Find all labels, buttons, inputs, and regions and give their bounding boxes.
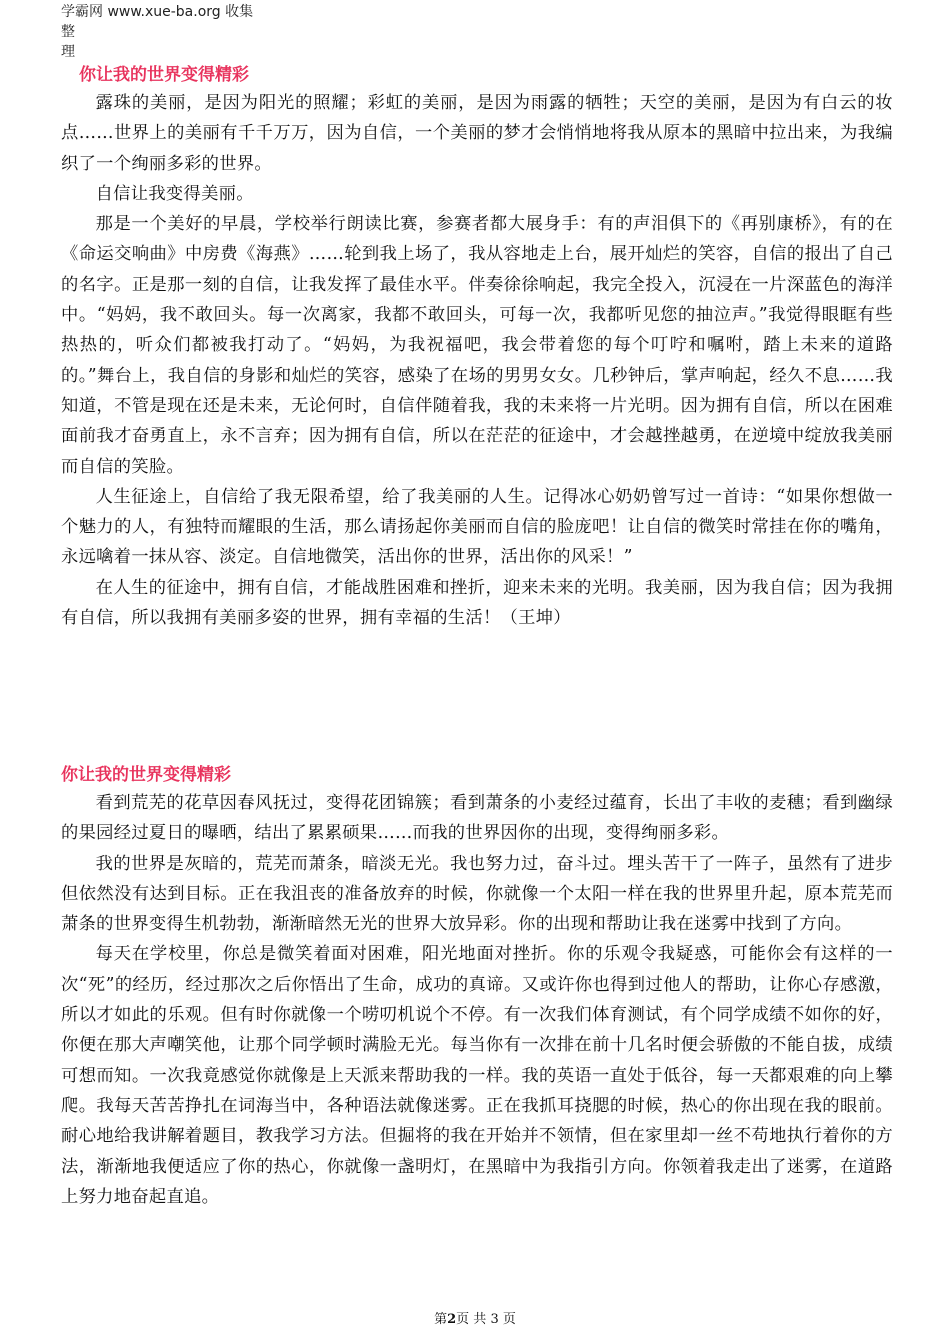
essay-paragraph: 每天在学校里，你总是微笑着面对困难，阳光地面对挫折。你的乐观令我疑惑，可能你会有这样的一次“死”的经历，经过那次之后你悟出了生命，成功的真谛。又或许你也得到过他人的帮助，让你心存感激，所以才如此的乐观。但有时你就像一个唠叨机说个不停。有一次我们体育测试，有个同学成绩不如你的好，你便在那大声嘲笑他，让那个同学顿时满脸无光。每当你有一次排在前十几名时便会骄傲的不能自拔，成绩可想而知。一次我竟感觉你就像是上天派来帮助我的一样。我的英语一直处于低谷，每一天都艰难的向上攀爬。我每天苦苦挣扎在词海当中，各种语法就像迷雾。正在我抓耳挠腮的时候，热心的你出现在我的眼前。耐心地给我讲解着题目，教我学习方法。但掘将的我在开始并不领情，但在家里却一丝不苟地执行着你的方法，渐渐地我便适应了你的热心，你就像一盏明灯，在黑暗中为我指引方向。你领着我走出了迷雾，在道路上努力地奋起直追。: [61, 944, 893, 1207]
essay-paragraph: 我的世界是灰暗的，荒芜而萧条，暗淡无光。我也努力过，奋斗过。埋头苦干了一阵子，虽然有了进步但依然没有达到目标。正在我沮丧的准备放弃的时候，你就像一个太阳一样在我的世界里升起，原本荒芜而萧条的世界变得生机勃勃，渐渐暗然无光的世界大放异彩。你的出现和帮助让我在迷雾中找到了方向。: [61, 853, 893, 935]
current-page-number: 2: [447, 1312, 457, 1327]
essay-paragraph: 在人生的征途中，拥有自信，才能战胜困难和挫折，迎来未来的光明。我美丽，因为我自信；因为我拥有自信，所以我拥有美丽多姿的世界，拥有幸福的生活！（王坤）: [61, 577, 893, 629]
footer-middle: 页 共: [456, 1312, 487, 1327]
footer-prefix: 第: [434, 1312, 448, 1327]
page-header: [61, 2, 261, 62]
essay-paragraph: 看到荒芜的花草因春风抚过，变得花团锦簇；看到萧条的小麦经过蕴育，长出了丰收的麦穗；看到幽绿的果园经过夏日的曝晒，结出了累累硕果……而我的世界因你的出现，变得绚丽多彩。: [61, 793, 893, 844]
page-footer: [0, 1310, 950, 1330]
header-source-line-2: 理: [61, 44, 75, 60]
essay-paragraph: 人生征途上，自信给了我无限希望，给了我美丽的人生。记得冰心奶奶曾写过一首诗：“如果你想做一个魅力的人，有独特而耀眼的生活，那么请扬起你美丽而自信的脸庞吧！让自信的微笑时常挂在你的嘴角，永远噙着一抹从容、淡定。自信地微笑，活出你的世界，活出你的风采！”: [61, 486, 893, 568]
total-page-number: 3: [490, 1312, 499, 1327]
essay-title: 你让我的世界变得精彩: [61, 765, 231, 785]
essay-2: [61, 762, 893, 1212]
essay-paragraph: 露珠的美丽，是因为阳光的照耀；彩虹的美丽，是因为雨露的牺牲；天空的美丽，是因为有白云的妆点……世界上的美丽有千千万万，因为自信，一个美丽的梦才会悄悄地将我从原本的黑暗中拉出来，为我编织了一个绚丽多彩的世界。: [61, 93, 893, 174]
footer-suffix: 页: [502, 1312, 516, 1327]
essay-title: 你让我的世界变得精彩: [79, 65, 249, 85]
essay-paragraph: 那是一个美好的早晨，学校举行朗读比赛，参赛者都大展身手：有的声泪俱下的《再别康桥》，有的在《命运交响曲》中房费《海燕》……轮到我上场了，我从容地走上台，展开灿烂的笑容，自信的报出了自己的名字。正是那一刻的自信，让我发挥了最佳水平。伴奏徐徐响起，我完全投入，沉浸在一片深蓝色的海洋中。“妈妈，我不敢回头。每一次离家，我都不敢回头，可每一次，我都听见您的抽泣声。”我觉得眼眶有些热热的，听众们都被我打动了。“妈妈，为我祝福吧，我会带着您的每个叮咛和嘱咐，踏上未来的道路的。”舞台上，我自信的身影和灿烂的笑容，感染了在场的男男女女。几秒钟后，掌声响起，经久不息……我知道，不管是现在还是未来，无论何时，自信伴随着我，我的未来将一片光明。因为拥有自信，所以在困难面前我才奋勇直上，永不言弃；因为拥有自信，所以在茫茫的征途中，才会越挫越勇，在逆境中绽放我美丽而自信的笑脸。: [61, 214, 893, 477]
header-source-line: 学霸网 www.xue-ba.org 收集整: [61, 4, 254, 40]
essay-paragraph: 自信让我变得美丽。: [95, 183, 254, 204]
essay-1: [61, 62, 893, 633]
